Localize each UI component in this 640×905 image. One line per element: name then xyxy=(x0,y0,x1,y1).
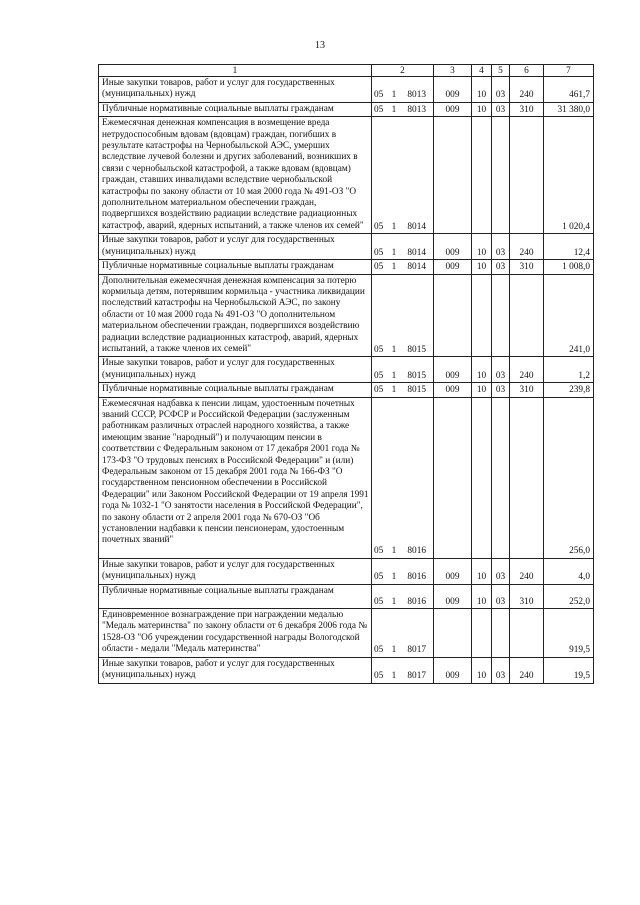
table-row xyxy=(99,102,594,116)
amount-cell: 1 008,0 xyxy=(544,260,594,274)
row-description: Дополнительная ежемесячная денежная компенсация за потерю кормильца детям, потерявшим кормильца - участника ликвидации последствий катастрофы на Чернобыльской АЭС, по закону области от 10 мая 2000 года № 491-ОЗ "О дополнительном материальном обеспечении граждан, подвергшихся воздействию радиации вследствие радиационных катастроф, аварий, ядерных испытаний, а также членов их семей" xyxy=(99,274,372,357)
code-part: 05 xyxy=(374,572,384,583)
section-code: 10 xyxy=(472,584,492,608)
table-row xyxy=(99,609,594,658)
amount-cell: 31 380,0 xyxy=(544,102,594,116)
subsection-code: 03 xyxy=(492,357,510,383)
code-part: 05 xyxy=(374,370,384,381)
subsection-code: 03 xyxy=(492,260,510,274)
table-row xyxy=(99,77,594,103)
code-part: 05 xyxy=(374,596,384,607)
code-part: 05 xyxy=(374,385,384,396)
section-code xyxy=(472,609,492,658)
section-code: 10 xyxy=(472,383,492,397)
expense-type-code: 240 xyxy=(510,657,544,683)
department-code: 009 xyxy=(434,657,472,683)
code-part: 8015 xyxy=(407,370,426,381)
row-description: Иные закупки товаров, работ и услуг для государственных (муниципальных) нужд xyxy=(99,234,372,260)
header-cell: 6 xyxy=(510,65,544,77)
code-part: 1 xyxy=(391,221,397,232)
target-article-code xyxy=(372,77,434,103)
section-code: 10 xyxy=(472,102,492,116)
department-code: 009 xyxy=(434,260,472,274)
expense-type-code: 240 xyxy=(510,558,544,584)
department-code xyxy=(434,397,472,558)
amount-cell: 1,2 xyxy=(544,357,594,383)
target-article-code xyxy=(372,234,434,260)
expense-type-code xyxy=(510,609,544,658)
code-part: 8015 xyxy=(407,385,426,396)
amount-cell: 241,0 xyxy=(544,274,594,357)
table-row xyxy=(99,558,594,584)
target-article-code xyxy=(372,357,434,383)
department-code: 009 xyxy=(434,357,472,383)
table-row xyxy=(99,234,594,260)
table-row xyxy=(99,584,594,608)
code-part: 1 xyxy=(391,671,397,682)
amount-cell: 19,5 xyxy=(544,657,594,683)
subsection-code: 03 xyxy=(492,234,510,260)
amount-cell: 461,7 xyxy=(544,77,594,103)
code-part: 8015 xyxy=(407,344,426,355)
table-row xyxy=(99,274,594,357)
section-code: 10 xyxy=(472,657,492,683)
row-description: Иные закупки товаров, работ и услуг для государственных (муниципальных) нужд xyxy=(99,77,372,103)
section-code: 10 xyxy=(472,357,492,383)
target-article-code xyxy=(372,584,434,608)
target-article-code xyxy=(372,260,434,274)
target-article-code xyxy=(372,383,434,397)
expense-type-code xyxy=(510,397,544,558)
code-part: 1 xyxy=(391,104,397,115)
target-article-code xyxy=(372,657,434,683)
department-code xyxy=(434,117,472,234)
header-row xyxy=(99,65,594,77)
table-row xyxy=(99,117,594,234)
expense-type-code: 240 xyxy=(510,357,544,383)
expense-type-code: 310 xyxy=(510,383,544,397)
section-code xyxy=(472,274,492,357)
row-description: Публичные нормативные социальные выплаты гражданам xyxy=(99,260,372,274)
code-part: 1 xyxy=(391,596,397,607)
row-description: Иные закупки товаров, работ и услуг для государственных (муниципальных) нужд xyxy=(99,657,372,683)
code-part: 8016 xyxy=(407,572,426,583)
code-part: 1 xyxy=(391,385,397,396)
amount-cell: 4,0 xyxy=(544,558,594,584)
row-description: Публичные нормативные социальные выплаты гражданам xyxy=(99,102,372,116)
expense-type-code xyxy=(510,117,544,234)
section-code: 10 xyxy=(472,558,492,584)
code-part: 05 xyxy=(374,90,384,101)
amount-cell: 919,5 xyxy=(544,609,594,658)
row-description: Единовременное вознаграждение при награждении медалью "Медаль материнства" по закону области от 6 декабря 2006 года № 1528-ОЗ "Об учреждении государственной награды Вологодской области - медали "Медаль материнства" xyxy=(99,609,372,658)
code-part: 8017 xyxy=(407,645,426,656)
code-part: 1 xyxy=(391,90,397,101)
code-part: 1 xyxy=(391,546,397,557)
code-part: 05 xyxy=(374,671,384,682)
subsection-code xyxy=(492,397,510,558)
department-code: 009 xyxy=(434,77,472,103)
code-part: 8013 xyxy=(407,104,426,115)
department-code: 009 xyxy=(434,102,472,116)
target-article-code xyxy=(372,397,434,558)
section-code xyxy=(472,397,492,558)
header-cell: 7 xyxy=(544,65,594,77)
amount-cell: 12,4 xyxy=(544,234,594,260)
code-part: 1 xyxy=(391,370,397,381)
subsection-code: 03 xyxy=(492,584,510,608)
code-part: 8014 xyxy=(407,221,426,232)
row-description: Публичные нормативные социальные выплаты гражданам xyxy=(99,584,372,608)
expense-type-code: 310 xyxy=(510,260,544,274)
department-code xyxy=(434,274,472,357)
budget-table xyxy=(98,64,594,684)
amount-cell: 252,0 xyxy=(544,584,594,608)
target-article-code xyxy=(372,117,434,234)
expense-type-code: 240 xyxy=(510,77,544,103)
table-row xyxy=(99,357,594,383)
page-number: 13 xyxy=(315,40,325,51)
code-part: 05 xyxy=(374,645,384,656)
code-part: 1 xyxy=(391,247,397,258)
target-article-code xyxy=(372,274,434,357)
row-description: Иные закупки товаров, работ и услуг для государственных (муниципальных) нужд xyxy=(99,357,372,383)
code-part: 8017 xyxy=(407,671,426,682)
section-code: 10 xyxy=(472,77,492,103)
amount-cell: 239,8 xyxy=(544,383,594,397)
table-row xyxy=(99,397,594,558)
expense-type-code: 310 xyxy=(510,102,544,116)
expense-type-code: 240 xyxy=(510,234,544,260)
table-row xyxy=(99,383,594,397)
header-cell: 5 xyxy=(492,65,510,77)
expense-type-code xyxy=(510,274,544,357)
subsection-code: 03 xyxy=(492,77,510,103)
code-part: 05 xyxy=(374,221,384,232)
code-part: 05 xyxy=(374,262,384,273)
subsection-code: 03 xyxy=(492,102,510,116)
code-part: 1 xyxy=(391,344,397,355)
subsection-code: 03 xyxy=(492,383,510,397)
expense-type-code: 310 xyxy=(510,584,544,608)
department-code: 009 xyxy=(434,558,472,584)
department-code: 009 xyxy=(434,584,472,608)
target-article-code xyxy=(372,102,434,116)
section-code: 10 xyxy=(472,234,492,260)
row-description: Ежемесячная надбавка к пенсии лицам, удостоенным почетных званий СССР, РСФСР и Российской Федерации (заслуженным работникам различных отраслей народного хозяйства, а также имеющим звание "народный") и получающим пенсии в соответствии с Федеральным законом от 17 декабря 2001 года № 173-ФЗ "О трудовых пенсиях в Российской Федерации" и (или) Федеральным законом от 15 декабря 2001 года № 166-ФЗ "О государственном пенсионном обеспечении в Российской Федерации" или Законом Российской Федерации от 19 апреля 1991 года № 1032-1 "О занятости населения в Российской Федерации", по закону области от 2 апреля 2001 года № 670-ОЗ "Об установлении надбавки к пенсии пенсионерам, удостоенным почетных званий" xyxy=(99,397,372,558)
code-part: 05 xyxy=(374,104,384,115)
subsection-code xyxy=(492,117,510,234)
subsection-code xyxy=(492,609,510,658)
table-row xyxy=(99,657,594,683)
code-part: 05 xyxy=(374,344,384,355)
target-article-code xyxy=(372,558,434,584)
section-code: 10 xyxy=(472,260,492,274)
row-description: Ежемесячная денежная компенсация в возмещение вреда нетрудоспособным вдовам (вдовцам) граждан, погибших в результате катастрофы на Чернобыльской АЭС, умерших вследствие лучевой болезни и других заболеваний, возникших в связи с чернобыльской катастрофой, а также вдовам (вдовцам) граждан, ставших инвалидами вследствие чернобыльской катастрофы по закону области от 10 мая 2000 года № 491-ОЗ "О дополнительном материальном обеспечении граждан, подвергшихся воздействию радиации вследствие радиационных катастроф, аварий, ядерных испытаний, а также членов их семей" xyxy=(99,117,372,234)
code-part: 8016 xyxy=(407,546,426,557)
subsection-code: 03 xyxy=(492,657,510,683)
code-part: 1 xyxy=(391,262,397,273)
header-cell: 2 xyxy=(372,65,434,77)
department-code: 009 xyxy=(434,234,472,260)
code-part: 1 xyxy=(391,645,397,656)
code-part: 8013 xyxy=(407,90,426,101)
header-cell: 1 xyxy=(99,65,372,77)
amount-cell: 256,0 xyxy=(544,397,594,558)
code-part: 05 xyxy=(374,546,384,557)
header-cell: 4 xyxy=(472,65,492,77)
header-cell: 3 xyxy=(434,65,472,77)
amount-cell: 1 020,4 xyxy=(544,117,594,234)
code-part: 05 xyxy=(374,247,384,258)
code-part: 1 xyxy=(391,572,397,583)
section-code xyxy=(472,117,492,234)
table-row xyxy=(99,260,594,274)
subsection-code: 03 xyxy=(492,558,510,584)
department-code xyxy=(434,609,472,658)
department-code: 009 xyxy=(434,383,472,397)
subsection-code xyxy=(492,274,510,357)
target-article-code xyxy=(372,609,434,658)
row-description: Иные закупки товаров, работ и услуг для государственных (муниципальных) нужд xyxy=(99,558,372,584)
row-description: Публичные нормативные социальные выплаты гражданам xyxy=(99,383,372,397)
code-part: 8016 xyxy=(407,596,426,607)
code-part: 8014 xyxy=(407,262,426,273)
code-part: 8014 xyxy=(407,247,426,258)
